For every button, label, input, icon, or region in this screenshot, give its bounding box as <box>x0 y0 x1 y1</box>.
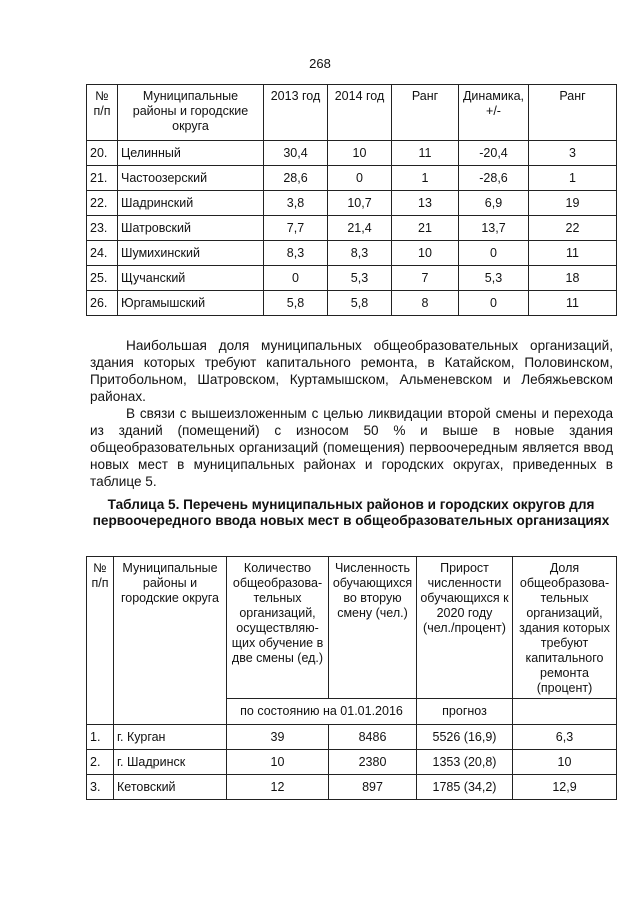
header-cell: Доля общеобразова-тельных организаций, здания которых требуют капитального ремонта (процент) <box>513 557 617 699</box>
row-number: 26. <box>87 291 118 316</box>
value-cell: 8486 <box>329 725 417 750</box>
table-row <box>87 266 617 291</box>
value-cell: 8 <box>392 291 459 316</box>
value-cell: 5526 (16,9) <box>417 725 513 750</box>
value-cell: 10,7 <box>328 191 392 216</box>
value-cell: 3,8 <box>264 191 328 216</box>
table-5 <box>86 556 617 800</box>
table-row <box>87 191 617 216</box>
header-cell: Ранг <box>529 85 617 141</box>
header-cell: 2013 год <box>264 85 328 141</box>
value-cell: 22 <box>529 216 617 241</box>
row-number: 22. <box>87 191 118 216</box>
table-title: Таблица 5. Перечень муниципальных районов и городских округов для первоочередного ввода новых мест в общеобразовательных организациях <box>92 497 610 528</box>
value-cell: 5,8 <box>264 291 328 316</box>
value-cell: 12 <box>227 775 329 800</box>
value-cell: 12,9 <box>513 775 617 800</box>
district-name: Шатровский <box>118 216 264 241</box>
value-cell: 10 <box>227 750 329 775</box>
value-cell: 11 <box>392 141 459 166</box>
value-cell: 7 <box>392 266 459 291</box>
row-number: 24. <box>87 241 118 266</box>
district-name: Юргамышский <box>118 291 264 316</box>
table-row <box>87 241 617 266</box>
value-cell: -28,6 <box>459 166 529 191</box>
subheader-forecast: прогноз <box>417 699 513 725</box>
value-cell: 1 <box>529 166 617 191</box>
table-row <box>87 166 617 191</box>
paragraph: В связи с вышеизложенным с целью ликвидации второй смены и перехода из зданий (помещений) с износом 50 % и выше в новые здания общеобразовательных организаций (помещения) первоочередным является ввод новых мест в муниципальных районах и городских округах, приведенных в таблице 5. <box>90 406 613 489</box>
district-name: Частоозерский <box>118 166 264 191</box>
value-cell: 10 <box>392 241 459 266</box>
body-text <box>90 337 613 490</box>
value-cell: 7,7 <box>264 216 328 241</box>
header-cell: Ранг <box>392 85 459 141</box>
district-name: Шумихинский <box>118 241 264 266</box>
value-cell: 6,9 <box>459 191 529 216</box>
value-cell: 13,7 <box>459 216 529 241</box>
district-name: г. Курган <box>114 725 227 750</box>
table-header-row <box>87 85 617 141</box>
row-number: 3. <box>87 775 114 800</box>
value-cell: 19 <box>529 191 617 216</box>
header-cell: 2014 год <box>328 85 392 141</box>
row-number: 1. <box>87 725 114 750</box>
header-cell: Динамика, +/- <box>459 85 529 141</box>
value-cell: 0 <box>328 166 392 191</box>
header-cell: Муниципальные районы и городские округа <box>118 85 264 141</box>
subheader-as-of: по состоянию на 01.01.2016 <box>227 699 417 725</box>
row-number: 2. <box>87 750 114 775</box>
value-cell: 21 <box>392 216 459 241</box>
value-cell: 5,8 <box>328 291 392 316</box>
value-cell: 39 <box>227 725 329 750</box>
district-name: Щучанский <box>118 266 264 291</box>
value-cell: 8,3 <box>264 241 328 266</box>
value-cell: 0 <box>459 241 529 266</box>
header-cell: № п/п <box>87 557 114 725</box>
value-cell: 0 <box>459 291 529 316</box>
districts-table-continued <box>86 84 617 316</box>
district-name: Целинный <box>118 141 264 166</box>
header-cell: Муниципальные районы и городские округа <box>114 557 227 725</box>
value-cell: 21,4 <box>328 216 392 241</box>
value-cell: 6,3 <box>513 725 617 750</box>
value-cell: 10 <box>328 141 392 166</box>
row-number: 20. <box>87 141 118 166</box>
value-cell: 8,3 <box>328 241 392 266</box>
value-cell: 5,3 <box>328 266 392 291</box>
district-name: Шадринский <box>118 191 264 216</box>
page-number: 268 <box>309 56 331 71</box>
value-cell: 28,6 <box>264 166 328 191</box>
row-number: 25. <box>87 266 118 291</box>
header-cell: Количество общеобразова-тельных организаций, осуществляю-щих обучение в две смены (ед.) <box>227 557 329 699</box>
row-number: 21. <box>87 166 118 191</box>
value-cell: 0 <box>264 266 328 291</box>
paragraph: Наибольшая доля муниципальных общеобразовательных организаций, здания которых требуют капитального ремонта, в Катайском, Половинском, Притобольном, Шатровском, Куртамышском, Альменевском и Лебяжьевском районах. <box>90 338 613 404</box>
row-number: 23. <box>87 216 118 241</box>
value-cell: 13 <box>392 191 459 216</box>
value-cell: 1353 (20,8) <box>417 750 513 775</box>
table-header-row <box>87 557 617 699</box>
value-cell: -20,4 <box>459 141 529 166</box>
value-cell: 11 <box>529 241 617 266</box>
value-cell: 10 <box>513 750 617 775</box>
district-name: Кетовский <box>114 775 227 800</box>
header-cell: № п/п <box>87 85 118 141</box>
table-row <box>87 775 617 800</box>
value-cell: 2380 <box>329 750 417 775</box>
district-name: г. Шадринск <box>114 750 227 775</box>
value-cell: 1785 (34,2) <box>417 775 513 800</box>
table-row <box>87 750 617 775</box>
value-cell: 11 <box>529 291 617 316</box>
value-cell: 30,4 <box>264 141 328 166</box>
value-cell: 897 <box>329 775 417 800</box>
header-cell: Численность обучающихся во вторую смену (чел.) <box>329 557 417 699</box>
table-row <box>87 216 617 241</box>
table-row <box>87 291 617 316</box>
value-cell: 3 <box>529 141 617 166</box>
table-row <box>87 725 617 750</box>
value-cell: 18 <box>529 266 617 291</box>
value-cell: 1 <box>392 166 459 191</box>
value-cell: 5,3 <box>459 266 529 291</box>
subheader-empty <box>513 699 617 725</box>
table-row <box>87 141 617 166</box>
header-cell: Прирост численности обучающихся к 2020 году (чел./процент) <box>417 557 513 699</box>
